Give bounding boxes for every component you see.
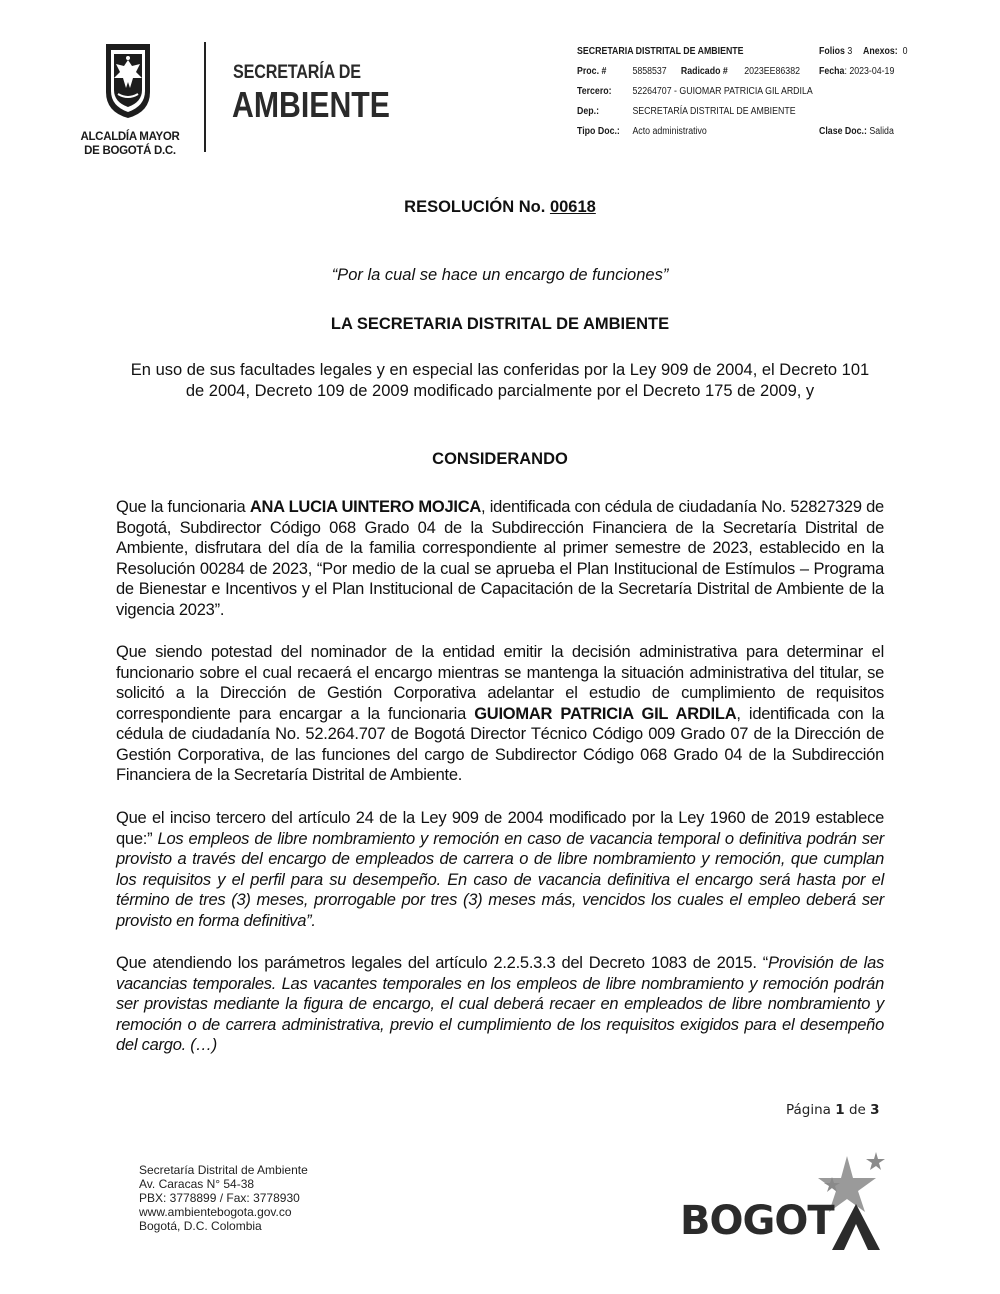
alcaldia-line-1: ALCALDÍA MAYOR bbox=[80, 131, 180, 143]
paragraph-1-text: Que la funcionaria bbox=[116, 498, 250, 516]
meta-row-dep bbox=[577, 102, 894, 122]
meta-tercero-label: Tercero: bbox=[577, 86, 612, 97]
meta-radicado-value: 2023EE86382 bbox=[744, 66, 800, 77]
preamble: En uso de sus facultades legales y en especial las conferidas por la Ley 909 de 2004, el Decreto 101 de 2004, Decreto 109 de 2009 modificado parcialmente por el Decreto 175 de 2009, y bbox=[130, 361, 870, 400]
meta-folios-value: 3 bbox=[847, 46, 853, 57]
page-current: 1 bbox=[835, 1102, 845, 1118]
secretaria-title: SECRETARÍA DE bbox=[233, 62, 361, 83]
ambiente-title: AMBIENTE bbox=[232, 84, 390, 125]
secretaria-logo bbox=[80, 38, 390, 158]
resolution-title bbox=[0, 198, 1000, 217]
paragraph-3-quote: Los empleos de libre nombramiento y remoción en caso de vacancia temporal o definitiva podrán ser provisto a través del encargo de empleados de carrera o de libre nombramiento y remoción, que cumplan los requisitos y el perfil para su desempeño. En caso de vacancia definitiva el encargo será hasta por el término de tres (3) meses, prorrogable por tres (3) meses más, vencidos los cuales el empleo deberá ser provisto en forma definitiva”. bbox=[116, 829, 884, 930]
paragraph-3-text: Que el inciso tercero del artículo 24 de la Ley 909 de 2004 modificado por la Ley 1960 de 2019 establece que:” bbox=[116, 809, 884, 848]
paragraph-1-text-cont: , identificada con cédula de ciudadanía No. 52827329 de Bogotá, Subdirector Código 068 Grado 04 de la Subdirección Financiera de la Secretaría Distrital de Ambiente, disfrutara del día de la familia correspondiente al primer semestre de 2023, establecido en la Resolución 00284 de 2023, “Por medio de la cual se aprueba el Plan Institucional de Estímulos – Programa de Bienestar e Incentivos y el Plan Institucional de Capacitación de la Secretaría Distrital de Ambiente de la vigencia 2023”. bbox=[116, 498, 884, 619]
filing-metadata bbox=[577, 42, 908, 142]
issuing-authority: LA SECRETARIA DISTRITAL DE AMBIENTE bbox=[330, 315, 670, 333]
meta-tipo-doc-label: Tipo Doc.: bbox=[577, 126, 620, 137]
page-total: 3 bbox=[870, 1102, 880, 1118]
paragraph-4-text: Que atendiendo los parámetros legales del artículo 2.2.5.3.3 del Decreto 1083 de 2015. “ bbox=[116, 954, 769, 972]
resolution-number: 00618 bbox=[549, 198, 596, 216]
meta-fecha-label: Fecha bbox=[819, 66, 845, 77]
meta-row-proc: Proc. # 5858537 Radicado # 2023EE86382 Fecha: 2023-04-19 bbox=[577, 62, 894, 82]
meta-clase-doc-value: Salida bbox=[869, 126, 894, 137]
page-label: Página bbox=[786, 1102, 836, 1118]
footer-website: www.ambientebogota.gov.co bbox=[139, 1205, 292, 1219]
paragraph-3 bbox=[116, 808, 884, 931]
footer-entity: Secretaría Distrital de Ambiente bbox=[139, 1163, 308, 1177]
page-of: de bbox=[844, 1102, 871, 1118]
paragraph-2 bbox=[116, 642, 884, 786]
logo-divider bbox=[204, 42, 206, 152]
considerando-heading: CONSIDERANDO bbox=[432, 450, 568, 468]
page-number bbox=[786, 1102, 880, 1118]
meta-dep-value: SECRETARÍA DISTRITAL DE AMBIENTE bbox=[632, 106, 796, 117]
meta-fecha-value: 2023-04-19 bbox=[849, 66, 895, 77]
meta-proc-value: 5858537 bbox=[632, 66, 667, 77]
bogota-coat-of-arms-icon bbox=[102, 42, 154, 120]
resolution-subtitle: “Por la cual se hace un encargo de funciones” bbox=[331, 266, 669, 284]
meta-proc-label: Proc. # bbox=[577, 66, 607, 77]
alcaldia-label bbox=[80, 130, 180, 158]
paragraph-4 bbox=[116, 953, 884, 1056]
meta-dep-label: Dep.: bbox=[577, 106, 599, 117]
paragraph-1 bbox=[116, 497, 884, 620]
meta-clase-doc-label: Clase Doc.: bbox=[819, 126, 867, 137]
meta-radicado-label: Radicado # bbox=[680, 66, 728, 77]
footer-phone: PBX: 3778899 / Fax: 3778930 bbox=[139, 1191, 300, 1205]
paragraph-1-name: ANA LUCIA UINTERO MOJICA bbox=[249, 498, 482, 516]
paragraph-4-quote: Provisión de las vacancias temporales. Las vacantes temporales en los empleos de libre nombramiento y remoción podrán ser provistas mediante la figura de encargo, el cual deberá recaer en empleados de libre nombramiento y remoción o de carrera administrativa, previo el cumplimiento de los requisitos exigidos para el desempeño del cargo. (…) bbox=[116, 954, 884, 1054]
paragraph-2-text-cont: , identificada con la cédula de ciudadanía No. 52.264.707 de Bogotá Director Técnico Código 009 Grado 07 de la Dirección de Gestión Corporativa, de las funciones del cargo de Subdirector Código 068 Grado 04 de la Subdirección Financiera de la Secretaría Distrital de Ambiente. bbox=[116, 704, 884, 784]
meta-row-tercero bbox=[577, 82, 894, 102]
meta-anexos-value: 0 bbox=[902, 46, 908, 57]
bogota-logo bbox=[680, 1146, 890, 1256]
bogota-wordmark: BOGOT bbox=[680, 1198, 834, 1244]
footer-street: Av. Caracas N° 54-38 bbox=[139, 1177, 255, 1191]
paragraph-2-name: GUIOMAR PATRICIA GIL ARDILA bbox=[474, 704, 737, 723]
meta-row-tipo bbox=[577, 122, 894, 142]
meta-row-entity bbox=[577, 42, 908, 62]
meta-folios-label: Folios bbox=[819, 46, 845, 57]
meta-entity: SECRETARIA DISTRITAL DE AMBIENTE bbox=[577, 46, 744, 57]
meta-tercero-value: 52264707 - GUIOMAR PATRICIA GIL ARDILA bbox=[632, 86, 813, 97]
meta-anexos-label: Anexos: bbox=[863, 46, 898, 57]
paragraph-2-text: Que siendo potestad del nominador de la entidad emitir la decisión administrativa para determinar el funcionario sobre el cual recaerá el encargo mientras se mantenga la situación administrativa del titular, se solicitó a la Dirección de Gestión Corporativa adelantar el estudio de cumplimiento de requisitos correspondiente para encargar a la funcionaria bbox=[116, 643, 884, 723]
footer-address bbox=[139, 1163, 308, 1233]
resolution-title-prefix: RESOLUCIÓN No. bbox=[404, 198, 550, 216]
footer-city: Bogotá, D.C. Colombia bbox=[139, 1219, 262, 1233]
meta-tipo-doc-value: Acto administrativo bbox=[632, 126, 707, 137]
alcaldia-line-2: DE BOGOTÁ D.C. bbox=[84, 145, 176, 157]
